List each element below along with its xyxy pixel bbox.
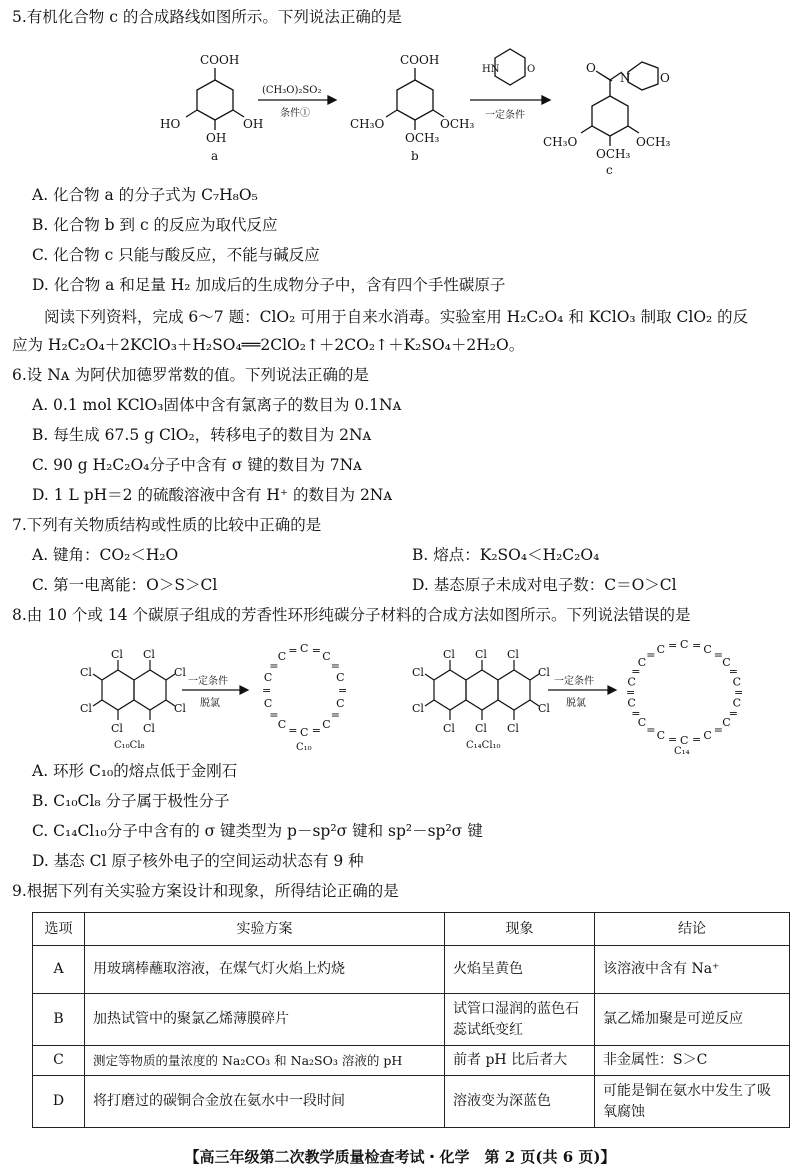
cl-atom: Cl <box>507 722 519 735</box>
header-plan: 实验方案 <box>85 913 445 946</box>
ring-atom: C <box>703 729 712 743</box>
ring-atom: C <box>277 718 287 731</box>
row-phenomenon: 火焰呈黄色 <box>445 946 595 994</box>
reading-line-2: 应为 H₂C₂O₄＋2KClO₃＋H₂SO₄══2ClO₂↑＋2CO₂↑＋K₂SO₄＋2H₂O。 <box>12 336 525 354</box>
ring-atom: C <box>732 696 742 710</box>
q7-stem: 7.下列有关物质结构或性质的比较中正确的是 <box>12 516 322 534</box>
b-och3-bottom: OCH₃ <box>405 131 440 145</box>
q7-option-b: B. 熔点：K₂SO₄＜H₂C₂O₄ <box>412 546 600 564</box>
q7-option-a: A. 键角：CO₂＜H₂O <box>32 546 179 564</box>
ring-atom: C <box>336 697 345 710</box>
ring-atom: = <box>311 644 321 658</box>
q5-stem: 5.有机化合物 c 的合成路线如图所示。下列说法正确的是 <box>12 8 402 26</box>
cl-atom: Cl <box>507 648 519 661</box>
q6-option-b: B. 每生成 67.5 g ClO₂，转移电子的数目为 2Nᴀ <box>32 426 372 444</box>
right-arrow-dechlorination: 脱氯 <box>566 698 586 709</box>
experiment-table <box>32 912 790 1128</box>
ring-atom: C <box>263 697 273 710</box>
a-cooh: COOH <box>200 53 240 67</box>
ring-atom: = <box>288 644 298 658</box>
cl-atom: Cl <box>80 702 92 715</box>
ring-atom: = <box>631 706 641 720</box>
ring-atom: C <box>627 696 636 710</box>
q5-reaction-scheme <box>150 38 710 180</box>
arrow1-reagent: (CH₃O)₂SO₂ <box>262 85 322 96</box>
cl-atom: Cl <box>475 648 487 661</box>
cl-atom: Cl <box>111 722 123 735</box>
c-och3-right: OCH₃ <box>636 135 671 149</box>
row-option: A <box>33 946 85 994</box>
ring-atom: C <box>680 640 689 651</box>
header-conclusion: 结论 <box>595 913 790 946</box>
ring-atom: = <box>330 708 340 722</box>
a-label: a <box>211 149 219 163</box>
cl-atom: Cl <box>538 702 550 715</box>
row-phenomenon: 试管口湿润的蓝色石蕊试纸变红 <box>445 994 595 1046</box>
ring-atom: C <box>300 642 309 655</box>
ring-atom: = <box>646 648 656 662</box>
ring-atom: C <box>627 675 636 689</box>
row-conclusion: 该溶液中含有 Na⁺ <box>595 946 790 994</box>
ring-atom: = <box>734 686 744 699</box>
ring-atom: = <box>646 723 656 737</box>
b-och3-left: CH₃O <box>350 117 385 131</box>
ring-atom: C <box>722 715 731 729</box>
table-row <box>33 946 790 994</box>
reagent-hn: HN <box>482 64 500 75</box>
cl-atom: Cl <box>143 648 155 661</box>
ring-atom: C <box>277 650 287 663</box>
ring-atom: = <box>728 706 738 720</box>
cl-atom: Cl <box>174 702 186 715</box>
c-carbonyl-o: O <box>586 61 596 75</box>
row-conclusion: 非金属性：S＞C <box>595 1046 790 1076</box>
ring-atom: = <box>330 659 340 673</box>
ring-atom: C <box>336 671 345 684</box>
table-row <box>33 1076 790 1128</box>
ring-atom: = <box>668 732 678 746</box>
ring-atom: = <box>692 732 702 746</box>
cl-atom: Cl <box>443 722 455 735</box>
c-och3-left: CH₃O <box>543 135 578 149</box>
ring-atom: C <box>637 715 647 729</box>
c14cl10-label: C₁₄Cl₁₀ <box>466 740 501 751</box>
q5-option-b: B. 化合物 b 到 c 的反应为取代反应 <box>32 216 278 234</box>
header-phenomenon: 现象 <box>445 913 595 946</box>
q6-option-d: D. 1 L pH＝2 的硫酸溶液中含有 H⁺ 的数目为 2Nᴀ <box>32 486 393 504</box>
c-ring-o: O <box>660 71 670 85</box>
row-plan: 将打磨过的碳铜合金放在氨水中一段时间 <box>85 1076 445 1128</box>
row-conclusion: 可能是铜在氨水中发生了吸氧腐蚀 <box>595 1076 790 1128</box>
row-option: D <box>33 1076 85 1128</box>
table-header-row <box>33 913 790 946</box>
ring-atom: = <box>692 640 702 653</box>
cl-atom: Cl <box>538 666 550 679</box>
a-oh-right: OH <box>243 117 264 131</box>
c14-label: C₁₄ <box>674 746 690 757</box>
cl-atom: Cl <box>111 648 123 661</box>
ring-atom: C <box>732 675 742 689</box>
ring-atom: C <box>703 642 712 656</box>
q6-stem: 6.设 Nᴀ 为阿伏加德罗常数的值。下列说法正确的是 <box>12 366 369 384</box>
ring-atom: C <box>656 642 666 656</box>
cl-atom: Cl <box>80 666 92 679</box>
row-plan: 用玻璃棒蘸取溶液，在煤气灯火焰上灼烧 <box>85 946 445 994</box>
c-n: N <box>620 71 631 85</box>
row-conclusion: 氯乙烯加聚是可逆反应 <box>595 994 790 1046</box>
q7-option-d: D. 基态原子未成对电子数：C＝O＞Cl <box>412 576 677 594</box>
left-arrow-condition: 一定条件 <box>188 676 228 687</box>
cl-atom: Cl <box>143 722 155 735</box>
b-label: b <box>411 149 419 163</box>
q6-option-c: C. 90 g H₂C₂O₄分子中含有 σ 键的数目为 7Nᴀ <box>32 456 362 474</box>
ring-atom: = <box>668 640 678 653</box>
ring-atom: C <box>680 734 689 747</box>
ring-atom: C <box>722 656 731 670</box>
ring-atom: C <box>656 729 666 743</box>
header-option: 选项 <box>33 913 85 946</box>
q8-option-b: B. C₁₀Cl₈ 分子属于极性分子 <box>32 792 230 810</box>
ring-atom: = <box>311 723 321 737</box>
ring-atom: = <box>713 648 723 662</box>
table-row <box>33 1046 790 1076</box>
ring-atom: = <box>269 708 279 722</box>
c10cl8-label: C₁₀Cl₈ <box>114 740 145 751</box>
ring-atom: C <box>322 650 331 663</box>
page-footer: 【高三年级第二次教学质量检查考试・化学 第 2 页(共 6 页)】 <box>184 1148 616 1166</box>
ring-atom: = <box>626 686 636 699</box>
q5-option-d: D. 化合物 a 和足量 H₂ 加成后的生成物分子中，含有四个手性碳原子 <box>32 276 506 294</box>
q8-reaction-scheme <box>70 640 760 758</box>
left-arrow-dechlorination: 脱氯 <box>200 698 220 709</box>
ring-atom: C <box>637 656 647 670</box>
ring-atom: = <box>631 665 641 679</box>
table-row <box>33 994 790 1046</box>
cl-atom: Cl <box>412 666 424 679</box>
reading-line-1: 阅读下列资料，完成 6～7 题：ClO₂ 可用于自来水消毒。实验室用 H₂C₂O₄ 和 KClO₃ 制取 ClO₂ 的反 <box>44 308 749 326</box>
row-phenomenon: 溶液变为深蓝色 <box>445 1076 595 1128</box>
ring-atom: C <box>263 671 273 684</box>
q9-stem: 9.根据下列有关实验方案设计和现象，所得结论正确的是 <box>12 882 399 900</box>
reagent-o: O <box>527 64 536 75</box>
c10-label: C₁₀ <box>296 742 312 753</box>
q8-option-d: D. 基态 Cl 原子核外电子的空间运动状态有 9 种 <box>32 852 364 870</box>
a-oh-bottom: OH <box>206 131 227 145</box>
arrow2-condition: 一定条件 <box>485 110 525 121</box>
cl-atom: Cl <box>412 702 424 715</box>
row-plan: 加热试管中的聚氯乙烯薄膜碎片 <box>85 994 445 1046</box>
arrow1-condition: 条件① <box>280 108 310 119</box>
row-option: C <box>33 1046 85 1076</box>
a-ho: HO <box>160 117 181 131</box>
ring-atom: = <box>269 659 279 673</box>
c-label: c <box>606 163 613 177</box>
right-arrow-condition: 一定条件 <box>554 676 594 687</box>
b-cooh: COOH <box>400 53 440 67</box>
cl-atom: Cl <box>174 666 186 679</box>
cl-atom: Cl <box>475 722 487 735</box>
c10-ring <box>262 642 347 739</box>
ring-atom: = <box>338 684 348 697</box>
ring-atom: = <box>713 723 723 737</box>
q8-option-a: A. 环形 C₁₀的熔点低于金刚石 <box>32 762 238 780</box>
b-och3-right: OCH₃ <box>440 117 475 131</box>
row-option: B <box>33 994 85 1046</box>
q6-option-a: A. 0.1 mol KClO₃固体中含有氯离子的数目为 0.1Nᴀ <box>32 396 402 414</box>
ring-atom: C <box>322 718 331 731</box>
row-phenomenon: 前者 pH 比后者大 <box>445 1046 595 1076</box>
c14-ring <box>626 640 743 747</box>
ring-atom: = <box>288 723 298 737</box>
q8-option-c: C. C₁₄Cl₁₀分子中含有的 σ 键类型为 p－sp²σ 键和 sp²－sp²σ 键 <box>32 822 483 840</box>
ring-atom: C <box>300 726 309 739</box>
q5-option-c: C. 化合物 c 只能与酸反应，不能与碱反应 <box>32 246 320 264</box>
row-plan: 测定等物质的量浓度的 Na₂CO₃ 和 Na₂SO₃ 溶液的 pH <box>85 1046 445 1076</box>
q7-option-c: C. 第一电离能：O＞S＞Cl <box>32 576 218 594</box>
ring-atom: = <box>262 684 272 697</box>
q8-stem: 8.由 10 个或 14 个碳原子组成的芳香性环形纯碳分子材料的合成方法如图所示。下列说法错误的是 <box>12 606 691 624</box>
cl-atom: Cl <box>443 648 455 661</box>
c-och3-bottom: OCH₃ <box>596 147 631 161</box>
ring-atom: = <box>728 665 738 679</box>
q5-option-a: A. 化合物 a 的分子式为 C₇H₈O₅ <box>32 186 258 204</box>
